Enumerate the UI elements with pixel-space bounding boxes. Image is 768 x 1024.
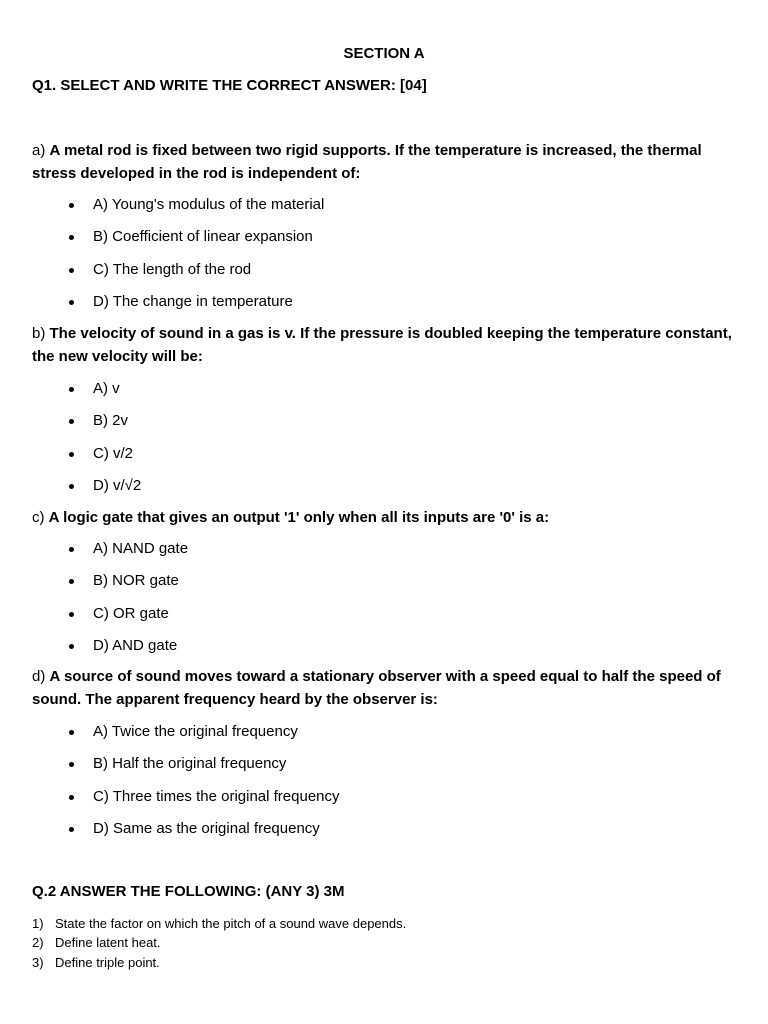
bullet-icon (69, 579, 74, 584)
question-b-label: b) (32, 325, 46, 342)
question-a-stem: A metal rod is fixed between two rigid supports. If the temperature is increased, the thermal stress developed in the rod is independent of: (32, 142, 702, 182)
option-text: A) v (93, 380, 120, 397)
bullet-icon (69, 300, 74, 305)
option (64, 477, 141, 509)
option (64, 572, 188, 604)
option (64, 723, 340, 755)
option-text: C) OR gate (93, 604, 169, 622)
option-text: B) NOR gate (93, 572, 179, 590)
option-text: D) Same as the original frequency (93, 819, 320, 837)
question-d-options (64, 723, 340, 852)
option-text: D) AND gate (93, 636, 178, 654)
item-number: 3) (32, 954, 44, 970)
option-text: B) Coefficient of linear expansion (93, 228, 313, 246)
option-text: C) Three times the original frequency (93, 787, 340, 805)
item-text: State the factor on which the pitch of a sound wave depends. (55, 916, 407, 931)
question-d-stem: A source of sound moves toward a stationary observer with a speed equal to half the speed of sound. The apparent frequency heard by the observer is: (32, 668, 721, 708)
option-text: C) v/2 (93, 444, 134, 462)
option (64, 637, 188, 669)
item-number: 1) (32, 916, 44, 931)
bullet-icon (69, 203, 74, 208)
option (64, 788, 340, 820)
option (64, 755, 340, 787)
q2-list (32, 915, 406, 973)
option (64, 228, 324, 260)
option (64, 380, 141, 412)
bullet-icon (69, 730, 74, 735)
list-item (32, 915, 406, 934)
bullet-icon (69, 235, 74, 240)
question-b-stem: The velocity of sound in a gas is v. If the pressure is doubled keeping the temperature constant, the new velocity will be: (32, 325, 732, 365)
question-b-options (64, 380, 141, 509)
option (64, 820, 340, 852)
bullet-icon (69, 795, 74, 800)
option (64, 445, 141, 477)
bullet-icon (69, 268, 74, 273)
question-c-label: c) (32, 509, 45, 526)
item-text: Define latent heat. (55, 935, 161, 951)
item-number: 2) (32, 935, 44, 951)
option (64, 196, 324, 228)
bullet-icon (69, 612, 74, 617)
q2-heading: Q.2 ANSWER THE FOLLOWING: (ANY 3) 3M (32, 883, 345, 900)
option-text: A) NAND gate (93, 540, 189, 557)
question-a (32, 140, 744, 185)
bullet-icon (69, 644, 74, 649)
option (64, 540, 188, 572)
option-text: D) The change in temperature (93, 292, 293, 310)
bullet-icon (69, 419, 74, 424)
option-text: C) The length of the rod (93, 260, 252, 278)
bullet-icon (69, 452, 74, 457)
option (64, 293, 324, 325)
bullet-icon (69, 484, 74, 489)
option (64, 412, 141, 444)
question-c (32, 507, 744, 530)
question-d-label: d) (32, 668, 46, 685)
item-text: Define triple point. (55, 954, 160, 970)
bullet-icon (69, 762, 74, 767)
bullet-icon (69, 547, 74, 552)
question-c-options (64, 540, 188, 669)
question-b (32, 323, 744, 368)
question-d (32, 666, 744, 711)
option (64, 605, 188, 637)
question-a-label: a) (32, 142, 46, 159)
option-text: A) Twice the original frequency (93, 723, 298, 740)
option (64, 261, 324, 293)
bullet-icon (69, 827, 74, 832)
list-item (32, 934, 406, 953)
section-title: SECTION A (343, 45, 425, 62)
option-text: D) v/√2 (93, 476, 142, 494)
q1-heading: Q1. SELECT AND WRITE THE CORRECT ANSWER: [04] (32, 77, 427, 94)
option-text: B) 2v (93, 412, 129, 430)
option-text: A) Young's modulus of the material (93, 196, 325, 213)
list-item (32, 954, 406, 973)
question-a-options (64, 196, 324, 325)
bullet-icon (69, 387, 74, 392)
option-text: B) Half the original frequency (93, 755, 287, 773)
question-c-stem: A logic gate that gives an output '1' only when all its inputs are '0' is a: (48, 509, 550, 526)
